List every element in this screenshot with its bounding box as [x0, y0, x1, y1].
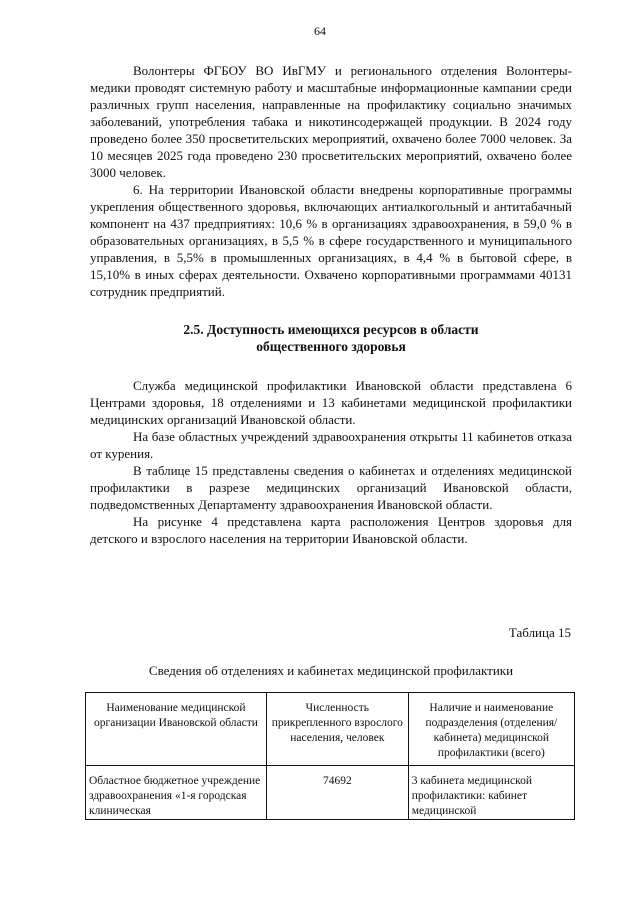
section-heading	[90, 321, 572, 355]
section-heading-line: общественного здоровья	[256, 339, 406, 354]
table-label: Таблица 15	[508, 625, 571, 640]
section-heading-line: 2.5. Доступность имеющихся ресурсов в области	[183, 322, 479, 337]
page-number: 64	[314, 24, 326, 38]
paragraph: На рисунке 4 представлена карта расположения Центров здоровья для детского и взрослого населения на территории Ивановской области.	[90, 514, 572, 546]
paragraph: В таблице 15 представлены сведения о кабинетах и отделениях медицинской профилактики в разрезе медицинских организаций Ивановской области, подведомственных Департаменту здравоохранения Ивановской области.	[90, 463, 572, 512]
paragraph: 6. На территории Ивановской области внедрены корпоративные программы укрепления общественного здоровья, включающих антиалкогольный и антитабачный компонент на 437 предприятиях: 10,6 % в организациях здравоохранения, в 59,0 % в образовательных организациях, в 5,5 % в сфере государственного и муниципального управления, в 5,5% в промышленных организациях, в 4,4 % в бытовой сфере, в 15,10% в иных сферах деятельности. Охвачено корпоративными программами 40131 сотрудник предприятий.	[90, 182, 572, 299]
paragraph: Волонтеры ФГБОУ ВО ИвГМУ и регионального отделения Волонтеры-медики проводят системную работу и масштабные информационные кампании среди различных групп населения, направленные на профилактику социально значимых заболеваний, употребления табака и никотинсодержащей продукции. В 2024 году проведено более 350 просветительских мероприятий, охвачено более 7000 человек. За 10 месяцев 2025 года проведено 230 просветительских мероприятий, охвачено более 3000 человек.	[90, 63, 572, 180]
body-text	[90, 62, 572, 547]
table-row	[86, 766, 575, 820]
paragraph: Служба медицинской профилактики Ивановской области представлена 6 Центрами здоровья, 18 отделениями и 13 кабинетами медицинской профилактики медицинских организаций Ивановской области.	[90, 378, 572, 427]
header-units: Наличие и наименование подразделения (отделения/кабинета) медицинской профилактики (всего)	[408, 693, 574, 766]
cell-population: 74692	[266, 766, 408, 820]
paragraph: На базе областных учреждений здравоохранения открыты 11 кабинетов отказа от курения.	[90, 429, 572, 461]
header-org: Наименование медицинской организации Ивановской области	[86, 693, 267, 766]
cell-org: Областное бюджетное учреждение здравоохранения «1-я городская клиническая	[86, 766, 267, 820]
cell-units: 3 кабинета медицинской профилактики: кабинет медицинской	[408, 766, 574, 820]
table-caption: Сведения об отделениях и кабинетах медицинской профилактики	[148, 663, 514, 678]
prevention-units-table	[85, 692, 575, 820]
header-population: Численность прикрепленного взрослого населения, человек	[266, 693, 408, 766]
table-header-row	[86, 693, 575, 766]
